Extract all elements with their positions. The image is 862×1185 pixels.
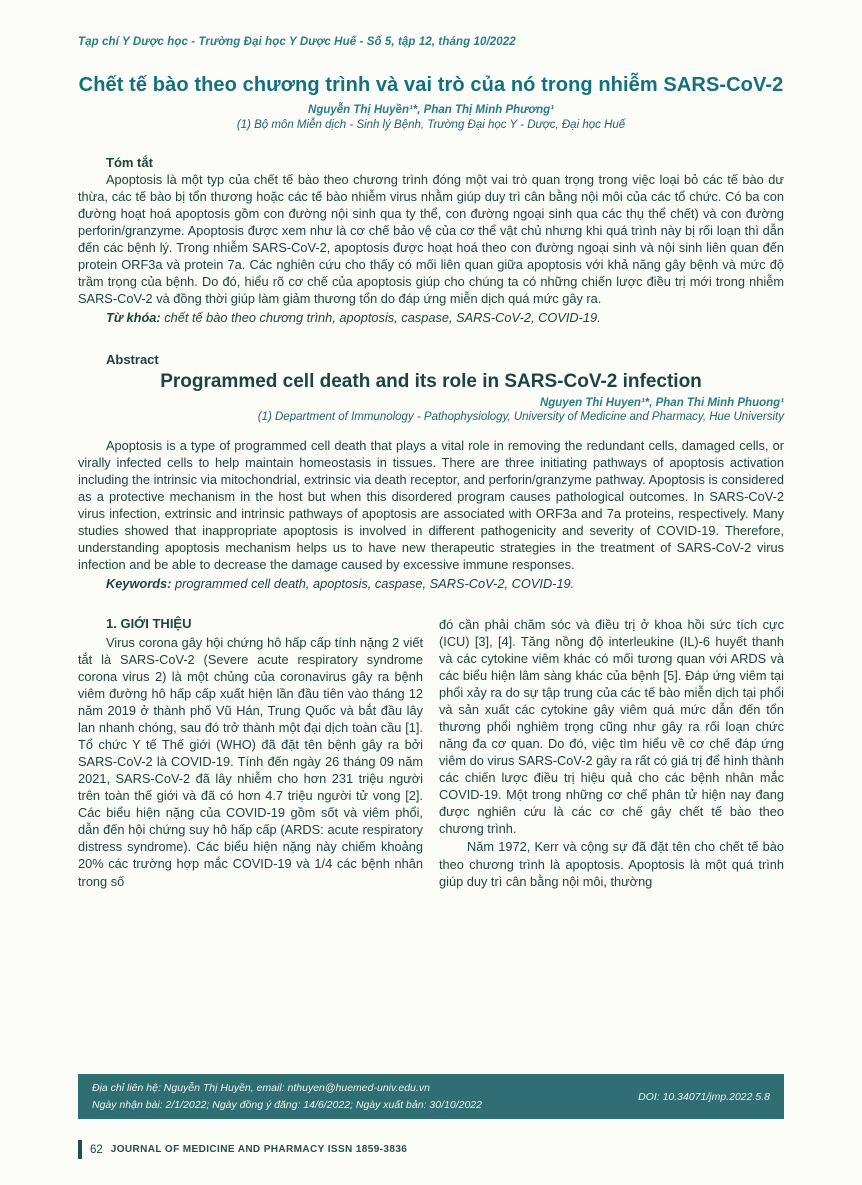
keywords-line-en bbox=[78, 575, 784, 592]
keywords-label-en: Keywords: bbox=[106, 576, 172, 592]
footer-contact-box bbox=[78, 1074, 784, 1119]
intro-paragraph-right-2: Năm 1972, Kerr và cộng sự đã đặt tên cho chết tế bào theo chương trình là apoptosis. Apoptosis là một quá trình giúp duy trì cân bằng nội môi, thường bbox=[439, 839, 784, 889]
authors-en: Nguyen Thi Huyen¹*, Phan Thi Minh Phuong¹ bbox=[539, 397, 784, 410]
page-footer bbox=[78, 1140, 407, 1159]
abstract-text-en: Apoptosis is a type of programmed cell death that plays a vital role in removing the redundant cells, damaged cells, or virally infected cells to help maintain homeostasis in tissues. There are three initiating pathways of apoptosis activation including the intrinsic via mitochondrial, extrinsic via death receptor, and perforin/granzyme pathway. Apoptosis is considered as a protective mechanism in the host but when this disordered program causes pathological outcomes. In SARS-CoV-2 virus infection, extrinsic and intrinsic pathways of apoptosis are associated with ORF3a and 7a proteins, respectively. Many studies showed that inappropriate apoptosis is involved in different pathogenicity and severity of COVID-19. Therefore, understanding apoptosis mechanism helps us to have new therapeutic strategies in the treatment of SARS-CoV-2 virus infection and be able to decrease the damage caused by excessive immune responses. bbox=[78, 438, 784, 573]
keywords-label-vi: Từ khóa: bbox=[106, 310, 161, 326]
article-title-en: Programmed cell death and its role in SARS-CoV-2 infection bbox=[160, 371, 702, 393]
column-left bbox=[78, 616, 423, 889]
journal-header: Tạp chí Y Dược học - Trường Đại học Y Dược Huế - Số 5, tập 12, tháng 10/2022 bbox=[78, 36, 516, 48]
section-1-heading: 1. GIỚI THIỆU bbox=[106, 616, 192, 632]
journal-issn-line: JOURNAL OF MEDICINE AND PHARMACY ISSN 1859-3836 bbox=[110, 1144, 408, 1155]
abstract-text-vi: Apoptosis là một typ của chết tế bào theo chương trình đóng một vai trò quan trọng trong việc loại bỏ các tế bào dư thừa, các tế bào bị tổn thương hoặc các tế bào nhiễm virus nhằm giúp duy trì cân bằng nội môi của các tổ chức. Có ba con đường hoạt hoá apoptosis gồm con đường nội sinh qua ty thể, con đường ngoại sinh qua các thụ thể chết) và con đường perforin/granzyme. Apoptosis được xem như là cơ chế bảo vệ của cơ thể vật chủ nhưng khi quá trình này bị rối loạn thì dẫn đến các bệnh lý. Trong nhiễm SARS-CoV-2, apoptosis được hoạt hoá theo con đường ngoại sinh và nội sinh liên quan đến protein ORF3a và protein 7a. Các nghiên cứu cho thấy có mối liên quan giữa apoptosis với khả năng gây bệnh và mức độ trầm trọng của bệnh. Do đó, hiểu rõ cơ chế của apoptosis giúp cho chúng ta có những chiến lược điều trị mới trong nhiễm SARS-CoV-2 và đồng thời giúp làm giảm thương tổn do đáp ứng miễn dịch quá mức gây ra. bbox=[78, 172, 784, 307]
affiliation-en: (1) Department of Immunology - Pathophysiology, University of Medicine and Pharmacy, Hue University bbox=[257, 411, 784, 424]
footer-dates-line: Ngày nhận bài: 2/1/2022; Ngày đồng ý đăng: 14/6/2022; Ngày xuất bản: 30/10/2022 bbox=[92, 1098, 482, 1111]
authors-vi: Nguyễn Thị Huyền¹*, Phan Thị Minh Phương¹ bbox=[308, 104, 554, 116]
footer-contact-line: Địa chỉ liên hệ: Nguyễn Thị Huyền, email: nthuyen@huemed-univ.edu.vn bbox=[92, 1082, 430, 1095]
abstract-heading-en: Abstract bbox=[106, 352, 159, 368]
affiliation-vi: (1) Bộ môn Miễn dịch - Sinh lý Bệnh, Trường Đại học Y - Dược, Đại học Huế bbox=[236, 119, 626, 131]
page-number: 62 bbox=[90, 1143, 103, 1156]
keywords-line-vi bbox=[78, 309, 784, 326]
footer-doi: DOI: 10.34071/jmp.2022.5.8 bbox=[638, 1090, 770, 1103]
column-right bbox=[439, 616, 784, 889]
intro-paragraph-right-continued: đó cần phải chăm sóc và điều trị ở khoa hồi sức tích cực (ICU) [3], [4]. Tăng nồng độ interleukine (IL)-6 huyết thanh và các cytokine viêm khác có mối tương quan với ARDS và các biểu hiện lâm sàng khác của bệnh [5]. Đáp ứng viêm tại phổi xảy ra do sự tập trung của các tế bào miễn dịch tại phổi và sản xuất các cytokine gây viêm quá mức dẫn đến tổn thương phổi nghiêm trọng cũng như gây ra rối loạn chức năng đa cơ quan. Do đó, việc tìm hiểu về cơ chế đáp ứng viêm do virus SARS-CoV-2 gây ra rất có giá trị để hình thành các chiến lược điều trị hiệu quả cho các bệnh nhân mắc COVID-19. Một trong những cơ chế phân tử hiện nay đang được nghiên cứu là các cơ chế gây chết tế bào theo chương trình. bbox=[439, 617, 784, 837]
page-number-bar bbox=[78, 1140, 82, 1159]
keywords-text-en: programmed cell death, apoptosis, caspase, SARS-CoV-2, COVID-19. bbox=[171, 576, 575, 592]
abstract-heading-vi: Tóm tắt bbox=[106, 155, 153, 170]
two-column-body bbox=[78, 616, 784, 889]
intro-paragraph-left: Virus corona gây hội chứng hô hấp cấp tính nặng 2 viết tắt là SARS-CoV-2 (Severe acute respiratory syndrome corona virus 2) là một chủng của coronavirus gây ra bệnh viêm đường hô hấp cấp xuất hiện lần đầu tiên vào tháng 12 năm 2019 ở thành phố Vũ Hán, Trung Quốc và bắt đầu lây lan nhanh chóng, sau đó trở thành một đại dịch toàn cầu [1]. Tổ chức Y tế Thế giới (WHO) đã đặt tên bệnh gây ra bởi SARS-CoV-2 là COVID-19. Tính đến ngày 26 tháng 09 năm 2021, SARS-CoV-2 đã lây nhiễm cho hơn 231 triệu người trên toàn thế giới và đã có hơn 4.7 triệu người tử vong [2]. Các biểu hiện nặng của COVID-19 gồm sốt và viêm phổi, dẫn đến hội chứng suy hô hấp cấp (ARDS: acute respiratory distress syndrome). Các biểu hiện nặng này chiếm khoảng 20% các trường hợp mắc COVID-19 và 1/4 các bệnh nhân trong số bbox=[78, 635, 423, 889]
keywords-text-vi: chết tế bào theo chương trình, apoptosis, caspase, SARS-CoV-2, COVID-19. bbox=[160, 310, 601, 326]
article-title-vi: Chết tế bào theo chương trình và vai trò của nó trong nhiễm SARS-CoV-2 bbox=[78, 74, 784, 96]
footer-contact-block bbox=[92, 1080, 482, 1113]
